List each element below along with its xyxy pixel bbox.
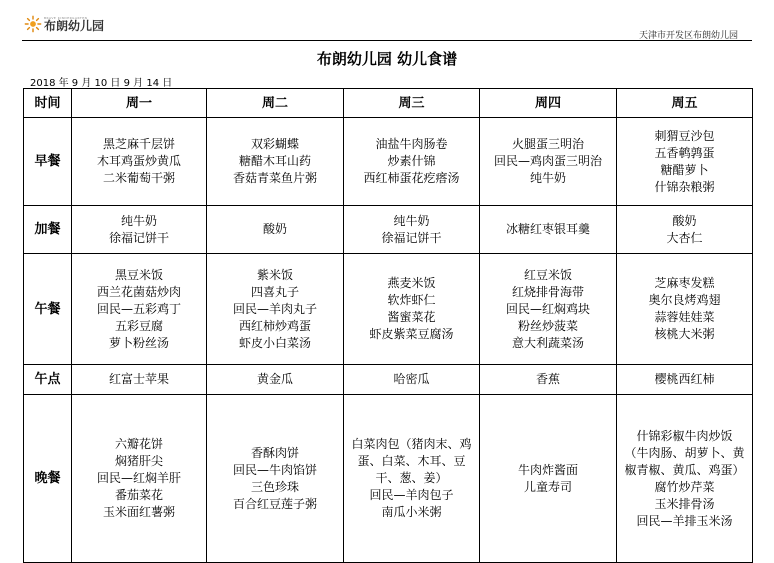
dish-item: 黄金瓜	[256, 372, 293, 386]
sun-logo-icon	[24, 15, 42, 33]
meal-label: 午点	[24, 365, 72, 395]
menu-cell	[72, 254, 207, 365]
dish-item: 纯牛奶	[393, 213, 430, 228]
meal-label: 加餐	[24, 206, 72, 254]
dish-item: 二米葡萄干粥	[102, 171, 175, 185]
dish-item: 回民—羊肉包子	[369, 488, 454, 502]
table-row	[24, 254, 753, 365]
dish-item: 回民—红焖羊肝	[96, 471, 181, 485]
menu-cell	[480, 118, 617, 206]
menu-cell	[617, 365, 753, 395]
dish-item: 蒜蓉娃娃菜	[654, 310, 715, 324]
dish-item: 木耳鸡蛋炒黄瓜	[96, 154, 181, 168]
dish-item: 酸奶	[262, 222, 287, 236]
table-row	[24, 395, 753, 563]
header-divider	[22, 40, 752, 41]
dish-item: 双彩蝴蝶	[250, 137, 299, 151]
dish-item: 五香鹌鹑蛋	[654, 145, 715, 160]
dish-item: 核桃大米粥	[654, 327, 715, 341]
dish-item: 樱桃西红柿	[654, 372, 715, 386]
dish-item: 糖醋木耳山药	[238, 154, 311, 168]
dish-item: 紫米饭	[256, 267, 293, 282]
dish-item: 奥尔良烤鸡翅	[648, 293, 721, 307]
page-title: 布朗幼儿园 幼儿食谱	[316, 50, 458, 68]
menu-cell	[344, 118, 480, 206]
dish-item: 刺猬豆沙包	[654, 128, 715, 143]
menu-cell	[344, 395, 480, 563]
dish-item: 徐福记饼干	[381, 230, 442, 245]
table-row	[24, 365, 753, 395]
dish-item: 白菜肉包（猪肉末、鸡	[351, 437, 472, 451]
dish-item: 西红柿炒鸡蛋	[238, 318, 311, 333]
dish-item: 四喜丸子	[250, 284, 299, 299]
dish-item: 油盐牛肉肠卷	[375, 137, 448, 151]
menu-cell	[344, 254, 480, 365]
dish-item: 红豆米饭	[523, 267, 572, 282]
menu-cell	[207, 365, 344, 395]
dish-item: 冰糖红枣银耳羹	[505, 222, 590, 236]
dish-item: 西兰花菌菇炒肉	[96, 284, 181, 299]
dish-item: 回民—牛肉馅饼	[232, 462, 317, 477]
meal-label: 晚餐	[24, 395, 72, 563]
table-row	[24, 206, 753, 254]
dish-item: 芝麻枣发糕	[654, 276, 715, 290]
dish-item: 蛋、白菜、木耳、豆	[357, 454, 466, 468]
dish-item: 玉米面红薯粥	[102, 505, 175, 519]
menu-cell	[617, 395, 753, 563]
dish-item: 萝卜粉丝汤	[108, 335, 169, 350]
header-kindergarten-name: 天津市开发区布朗幼儿园	[638, 31, 738, 41]
menu-cell	[480, 206, 617, 254]
table-row	[24, 118, 753, 206]
dish-item: 炒素什锦	[387, 154, 436, 168]
dish-item: 黑芝麻千层饼	[102, 137, 175, 151]
menu-cell	[72, 365, 207, 395]
dish-item: 六瓣花饼	[114, 437, 163, 451]
dish-item: 纯牛奶	[120, 213, 157, 228]
dish-item: 五彩豆腐	[114, 318, 163, 333]
column-header: 周三	[344, 89, 480, 118]
dish-item: 玉米排骨汤	[654, 496, 715, 511]
menu-cell	[207, 206, 344, 254]
dish-item: 椒青椒、黄瓜、鸡蛋）	[624, 462, 745, 477]
menu-cell	[344, 206, 480, 254]
dish-item: 儿童寿司	[523, 479, 572, 494]
logo-small-text: BRAVE KINDERGARTEN	[44, 15, 88, 20]
menu-cell	[72, 395, 207, 563]
menu-cell	[617, 254, 753, 365]
dish-item: 香酥肉饼	[250, 445, 299, 460]
menu-cell	[207, 395, 344, 563]
menu-cell	[72, 206, 207, 254]
date-range: 2018 年 9 月 10 日 9 月 14 日	[30, 78, 173, 89]
dish-item: 香蕉	[535, 372, 560, 386]
logo	[24, 15, 104, 33]
dish-item: 酱蜜菜花	[387, 310, 436, 324]
dish-item: （牛肉肠、胡萝卜、黄	[624, 445, 745, 460]
menu-cell	[480, 365, 617, 395]
dish-item: 哈密瓜	[393, 372, 430, 386]
dish-item: 红烧排骨海带	[511, 284, 584, 299]
dish-item: 回民—鸡肉蛋三明治	[493, 154, 602, 168]
menu-cell	[617, 118, 753, 206]
column-header: 周五	[617, 89, 753, 118]
menu-cell	[207, 118, 344, 206]
menu-cell	[207, 254, 344, 365]
dish-item: 焖猪肝尖	[114, 454, 163, 468]
column-header: 周二	[207, 89, 344, 118]
dish-item: 三色珍珠	[250, 479, 299, 494]
dish-item: 回民—红焖鸡块	[505, 301, 590, 316]
dish-item: 红富士苹果	[108, 372, 169, 386]
dish-item: 西红柿蛋花疙瘩汤	[363, 171, 460, 185]
meal-label: 早餐	[24, 118, 72, 206]
meal-label: 午餐	[24, 254, 72, 365]
dish-item: 南瓜小米粥	[381, 505, 442, 519]
dish-item: 燕麦米饭	[387, 276, 436, 290]
dish-item: 腐竹炒芹菜	[654, 479, 715, 494]
menu-cell	[72, 118, 207, 206]
dish-item: 虾皮紫菜豆腐汤	[369, 327, 454, 341]
dish-item: 火腿蛋三明治	[511, 137, 584, 151]
column-header: 时间	[24, 89, 72, 118]
dish-item: 徐福记饼干	[108, 230, 169, 245]
dish-item: 粉丝炒菠菜	[517, 318, 578, 333]
menu-table	[23, 88, 753, 563]
dish-item: 什锦彩椒牛肉炒饭	[636, 428, 733, 443]
dish-item: 香菇青菜鱼片粥	[232, 171, 317, 185]
column-header: 周四	[480, 89, 617, 118]
dish-item: 百合红豆莲子粥	[232, 496, 317, 511]
dish-item: 干、葱、姜）	[375, 471, 448, 485]
dish-item: 酸奶	[672, 213, 697, 228]
dish-item: 回民—羊排玉米汤	[636, 513, 733, 528]
logo-text: 布朗幼儿园	[44, 18, 105, 33]
dish-item: 黑豆米饭	[114, 267, 163, 282]
menu-cell	[344, 365, 480, 395]
menu-cell	[617, 206, 753, 254]
menu-cell	[480, 395, 617, 563]
table-header-row	[24, 89, 753, 118]
dish-item: 回民—羊肉丸子	[232, 301, 317, 316]
dish-item: 回民—五彩鸡丁	[96, 301, 181, 316]
dish-item: 牛肉炸酱面	[517, 462, 578, 477]
dish-item: 纯牛奶	[529, 171, 566, 185]
dish-item: 番茄菜花	[114, 488, 163, 502]
dish-item: 软炸虾仁	[387, 293, 436, 307]
column-header: 周一	[72, 89, 207, 118]
dish-item: 意大利蔬菜汤	[511, 335, 584, 350]
dish-item: 虾皮小白菜汤	[238, 335, 311, 350]
dish-item: 糖醋萝卜	[660, 162, 709, 177]
menu-cell	[480, 254, 617, 365]
dish-item: 什锦杂粮粥	[654, 179, 715, 194]
dish-item: 大杏仁	[666, 230, 703, 245]
